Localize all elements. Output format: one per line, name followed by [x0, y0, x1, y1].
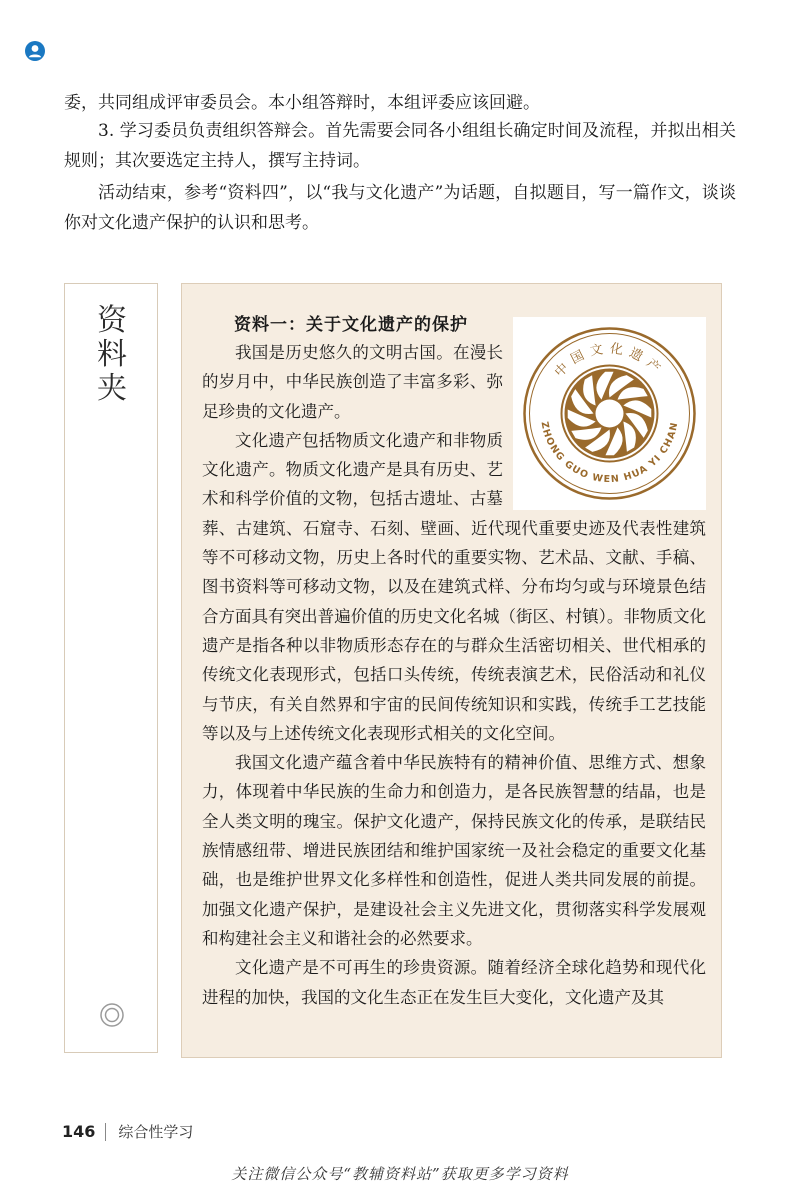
material-body: [202, 338, 706, 1012]
paragraph-activity-end: 活动结束，参考“资料四”，以“我与文化遗产”为话题，自拟题目，写一篇作文，谈谈你对文化遗产保护的认识和思考。: [64, 183, 736, 233]
material-paragraph: 文化遗产是不可再生的珍贵资源。随着经济全球化趋势和现代化进程的加快，我国的文化生态正在发生巨大变化，文化遗产及其: [202, 958, 706, 1007]
paragraph-step-3: 3. 学习委员负责组织答辩会。首先需要会同各小组组长确定时间及流程，并拟出相关规则；其次要选定主持人，撰写主持词。: [64, 121, 736, 171]
material-paragraph: 我国文化遗产蕴含着中华民族特有的精神价值、思维方式、想象力，体现着中华民族的生命力和创造力，是各民族智慧的结晶，也是全人类文明的瑰宝。保护文化遗产，保持民族文化的传承，是联结民族情感纽带、增进民族团结和维护国家统一及社会稳定的重要文化基础，也是维护世界文化多样性和创造性，促进人类共同发展的前提。加强文化遗产保护，是建设社会主义先进文化，贯彻落实科学发展观和构建社会主义和谐社会的必然要求。: [202, 753, 706, 948]
section-name: 综合性学习: [118, 1123, 194, 1141]
logo-bottom-text: ZHONG GUO WEN HUA YI CHAN: [538, 420, 681, 486]
footer-divider: [105, 1123, 106, 1141]
paragraph-continuation: 委，共同组成评审委员会。本小组答辩时，本组评委应该回避。: [64, 93, 540, 113]
watermark-text: 关注微信公众号“教辅资料站”获取更多学习资料: [231, 1165, 569, 1183]
ring-ornament-icon: [99, 1002, 125, 1028]
material-paragraph: 我国是历史悠久的文明古国。在漫长的岁月中，中华民族创造了丰富多彩、弥足珍贵的文化遗产。: [202, 343, 503, 421]
material-panel: [181, 283, 722, 1058]
logo-top-text: 中国文化遗产: [552, 341, 667, 381]
user-icon: [24, 40, 46, 62]
page-footer: [62, 1122, 193, 1142]
material-folder-sidebar: [64, 283, 158, 1053]
sidebar-title: 资料夹: [97, 303, 127, 406]
material-paragraph: 文化遗产包括物质文化遗产和非物质文化遗产。物质文化遗产是具有历史、艺术和科学价值的文物，包括古遗址、古墓葬、古建筑、石窟寺、石刻、壁画、近代现代重要史迹及代表性建筑等不可移动文物，历史上各时代的重要实物、艺术品、文献、手稿、图书资料等可移动文物，以及在建筑式样、分布均匀或与环境景色结合方面具有突出普遍价值的历史文化名城（街区、村镇）。非物质文化遗产是指各种以非物质形态存在的与群众生活密切相关、世代相承的传统文化表现形式，包括口头传统，传统表演艺术，民俗活动和礼仪与节庆，有关自然界和宇宙的民间传统知识和实践，传统手工艺技能等以及与上述传统文化表现形式相关的文化空间。: [202, 430, 706, 743]
page-number: 146: [62, 1122, 96, 1141]
material-heading: 资料一：关于文化遗产的保护: [234, 315, 468, 335]
